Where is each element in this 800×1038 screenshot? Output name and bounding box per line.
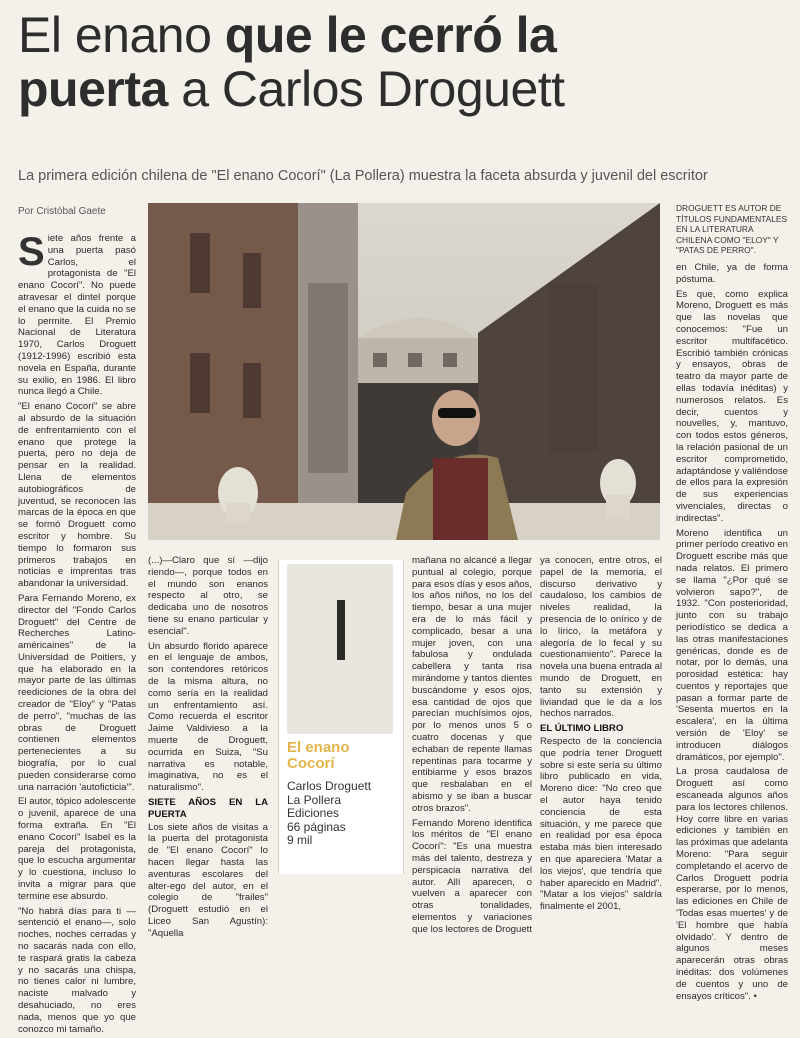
column-3 (412, 555, 532, 939)
book-cover-image (287, 564, 393, 734)
book-author: Carlos Droguett (287, 779, 372, 793)
book-card (278, 560, 404, 874)
col1-paragraph: El autor, tópico adolescente o juvenil, aparece de una forma extraña. En "El enano Cocorí" Isabel es la pareja del protagonista, que lo escucha argumentar y lo cuestiona, incluso lo invita a migrar para que termine ese absurdo. (18, 796, 136, 902)
subhead-ultimo-libro: EL ÚLTIMO LIBRO (540, 723, 624, 735)
subhead-siete-anos: SIETE AÑOS EN LA PUERTA (148, 796, 268, 820)
book-pages: 66 páginas (287, 819, 346, 834)
column-5 (676, 262, 788, 1005)
column-1 (18, 230, 136, 1038)
pull-quote: DROGUETT ES AUTOR DE TÍTULOS FUNDAMENTALES EN LA LITERATURA CHILENA COMO "ELOY" Y "PATAS DE PERRO". (676, 203, 788, 255)
headline-part-2: que le cerró la (224, 7, 557, 63)
book-title (287, 740, 350, 772)
col5-paragraph: en Chile, ya de forma póstuma. (676, 262, 788, 285)
article-photo (148, 203, 660, 540)
col5-paragraph: Es que, como explica Moreno, Droguett es más que las novelas que conocemos: "Fue un escritor multifacético. Escribió también crónicas y ensayos, obras de teatro da mayor parte de ellas todavía inéditas) y numerosos relatos. Es decir, cuentos y nouvelles, y, mantuvo, con todos estos géneros, la relación pasional de un escritor comprometido, adaptándose y valiéndose de ellos para la expresión de sus experiencias vivenciales, directas o indirectas". (676, 288, 788, 524)
col2-paragraph: Los siete años de visitas a la puerta del protagonista de "El enano Cocorí" lo hacen llegar hasta las aventuras escolares del alter-ego del autor, en el colegio de "frailes" (Droguett estudió en el Liceo San Agustín): "Aquella (148, 821, 268, 939)
col1-paragraph: "El enano Cocorí" se abre al absurdo de la situación de enfrentamiento con el enano que protege la puerta, pero no deja de pensar en la realidad. Llena de elementos autobiográficos de juventud, se reconocen las marcas de la época en que se formó Droguett como escritor y hombre. Su tiempo lo formaron sus primeros trabajos en noticias e imprentas tras abandonar la universidad. (18, 401, 136, 590)
col1-paragraph: iete años frente a una puerta pasó Carlos, el protagonista de "El enano Cocorí". No puede atravesar el dintel porque el enano que la cuida no se lo permite. El Premio Nacional de Literatura 1970, Carlos Droguett (1912-1996) escribió esta novela en España, durante su exilio, en 1986. El libro nunca llegó a Chile. (18, 233, 136, 398)
col2-paragraph: Un absurdo florido aparece en el lenguaje de ambos, son contendores retóricos de la misma altura, no como sería en la realidad un enfrentamiento así. Como recuerda el escritor Jaime Valdivieso a la muerte de Droguett, ocurrida en Suiza, "Su narrativa es notable, imaginativa, no es el naturalismo". (148, 640, 268, 794)
col1-paragraph: Para Fernando Moreno, ex director del "Fondo Carlos Droguett" del Centre de Recherches Latino-américaines" de la Universidad de Poitiers, y que ha elaborado en la mayor parte de las últimas reediciones de la obra del creador de "Eloy" y "Patas de perro", "muchas de las obras de Droguett contienen elementos pertenecientes a su biografía, por lo cual pueden considerarse como una narración 'autoficticia'". (18, 592, 136, 793)
book-meta (287, 780, 371, 848)
headline (18, 8, 788, 116)
book-price: 9 mil (287, 833, 313, 847)
book-title-line: El enano (287, 739, 350, 756)
book-publisher: La Pollera (287, 792, 342, 807)
col4-paragraph: ya conocen, entre otros, el papel de la memoria, el discurso derivativo y caudaloso, los cambios de niveles realidad, la presencia de lo onírico y de lo lírico, la metáfora y alegoría de lo fecal y su cuestionamiento". Parece la novela una buena entrada al mundo de Droguett, en tanto su extensión y liviandad que le da a los hechos narrados. (540, 555, 662, 720)
column-4 (540, 555, 662, 916)
headline-part-4: a Carlos Droguett (181, 61, 565, 117)
drop-cap: S (18, 230, 45, 274)
byline: Por Cristóbal Gaete (18, 206, 106, 217)
col5-paragraph: La prosa caudalosa de Droguett así como escaneada algunos años para los lectores chilenos. Hoy corre libre en varias ediciones y también en las próximas que adelanta Moreno: "Para seguir completando el acervo de Carlos Droguett podría esperarse, por lo menos, las ediciones en Chile de 'Todas esas muertes' y de 'El hombre que había olvidado'. Y dentro de algunos meses aparecerán otras obras inéditas: dos volúmenes de cuentos y uno de ensayos críticos". • (676, 766, 788, 1002)
col1-paragraph: "No habrá días para ti —sentenció el enano—, solo noches, noches cerradas y no sacarás nada con ello, te raspará gratis la cabeza y no sacarás una chispa, no tienes calor ni lumbre, naciste malvado y desahuciado, no eres nada, menos que yo que conozco mi tamaño. (18, 905, 136, 1035)
book-title-line: Cocorí (287, 755, 335, 772)
column-2 (148, 555, 268, 943)
col5-paragraph: Moreno identifica un primer período creativo en Droguett escribe más que nada relatos. El primero se llama "¿Por qué se volvieron sapo?", de 1932. "Con posterioridad, junto con su trabajo periodístico se dedica a las otras manifestaciones genéricas, donde es de notar, por lo demás, una porosidad estética: hay cuentos y reportajes que pasan a formar parte de 'Sesenta muertos en la escalera', en la última versión de 'Eloy' se introducen diálogos dramáticos, por ejemplo". (676, 527, 788, 763)
col3-paragraph: Fernando Moreno identifica los méritos de "El enano Cocorí": "Es una muestra más del talento, destreza y perspicacia narrativa del autor. Allí aparecen, o vuelven a aparecer con otras tonalidades, elementos y variaciones que los lectores de Droguett (412, 817, 532, 935)
venice-bridge-photo (148, 203, 660, 540)
col4-paragraph: Respecto de la conciencia que podría tener Droguett sobre si este sería su último libro publicado en vida, Moreno dice: "No creo que el autor haya tenido conciencia de esta situación, y me parece que en realidad por esa época estaba más bien interesado en que apareciera 'Matar a los viejos', que tendría que haber aparecido en Madrid". "Matar a los viejos" saldría finalmente el 2001, (540, 735, 662, 913)
headline-part-1: El enano (18, 7, 212, 63)
deck-subtitle: La primera edición chilena de "El enano Cocorí" (La Pollera) muestra la faceta absurda y juvenil del escritor (18, 168, 708, 184)
col2-paragraph: (...)—Claro que sí —dijo riendo—, porque todos en el mundo son enanos respecto al otro, se dedicaba uno de nosotros tiene su enano particular y esencial". (148, 555, 268, 637)
col3-paragraph: mañana no alcancé a llegar puntual al colegio, porque para esos días y esos años, los años niños, no los del tiempo, besar a una mujer era de lo más fácil y complicado, besar a una mujer joven, con una fabulosa y ondulada cabellera y tanta risa mirándome y tantos dientes buscándome y esos ojos, esa cantidad de ojos que parecían muchísimos ojos, por lo menos unos 5 o cuatro docenas y que echaban de repente llamas repentinas para tocarme y entibiarme y esos brazos que resbalaban en el abismo y se iban a buscar otros brazos". (412, 555, 532, 814)
book-publisher: Ediciones (287, 806, 340, 820)
headline-part-3: puerta (18, 61, 168, 117)
